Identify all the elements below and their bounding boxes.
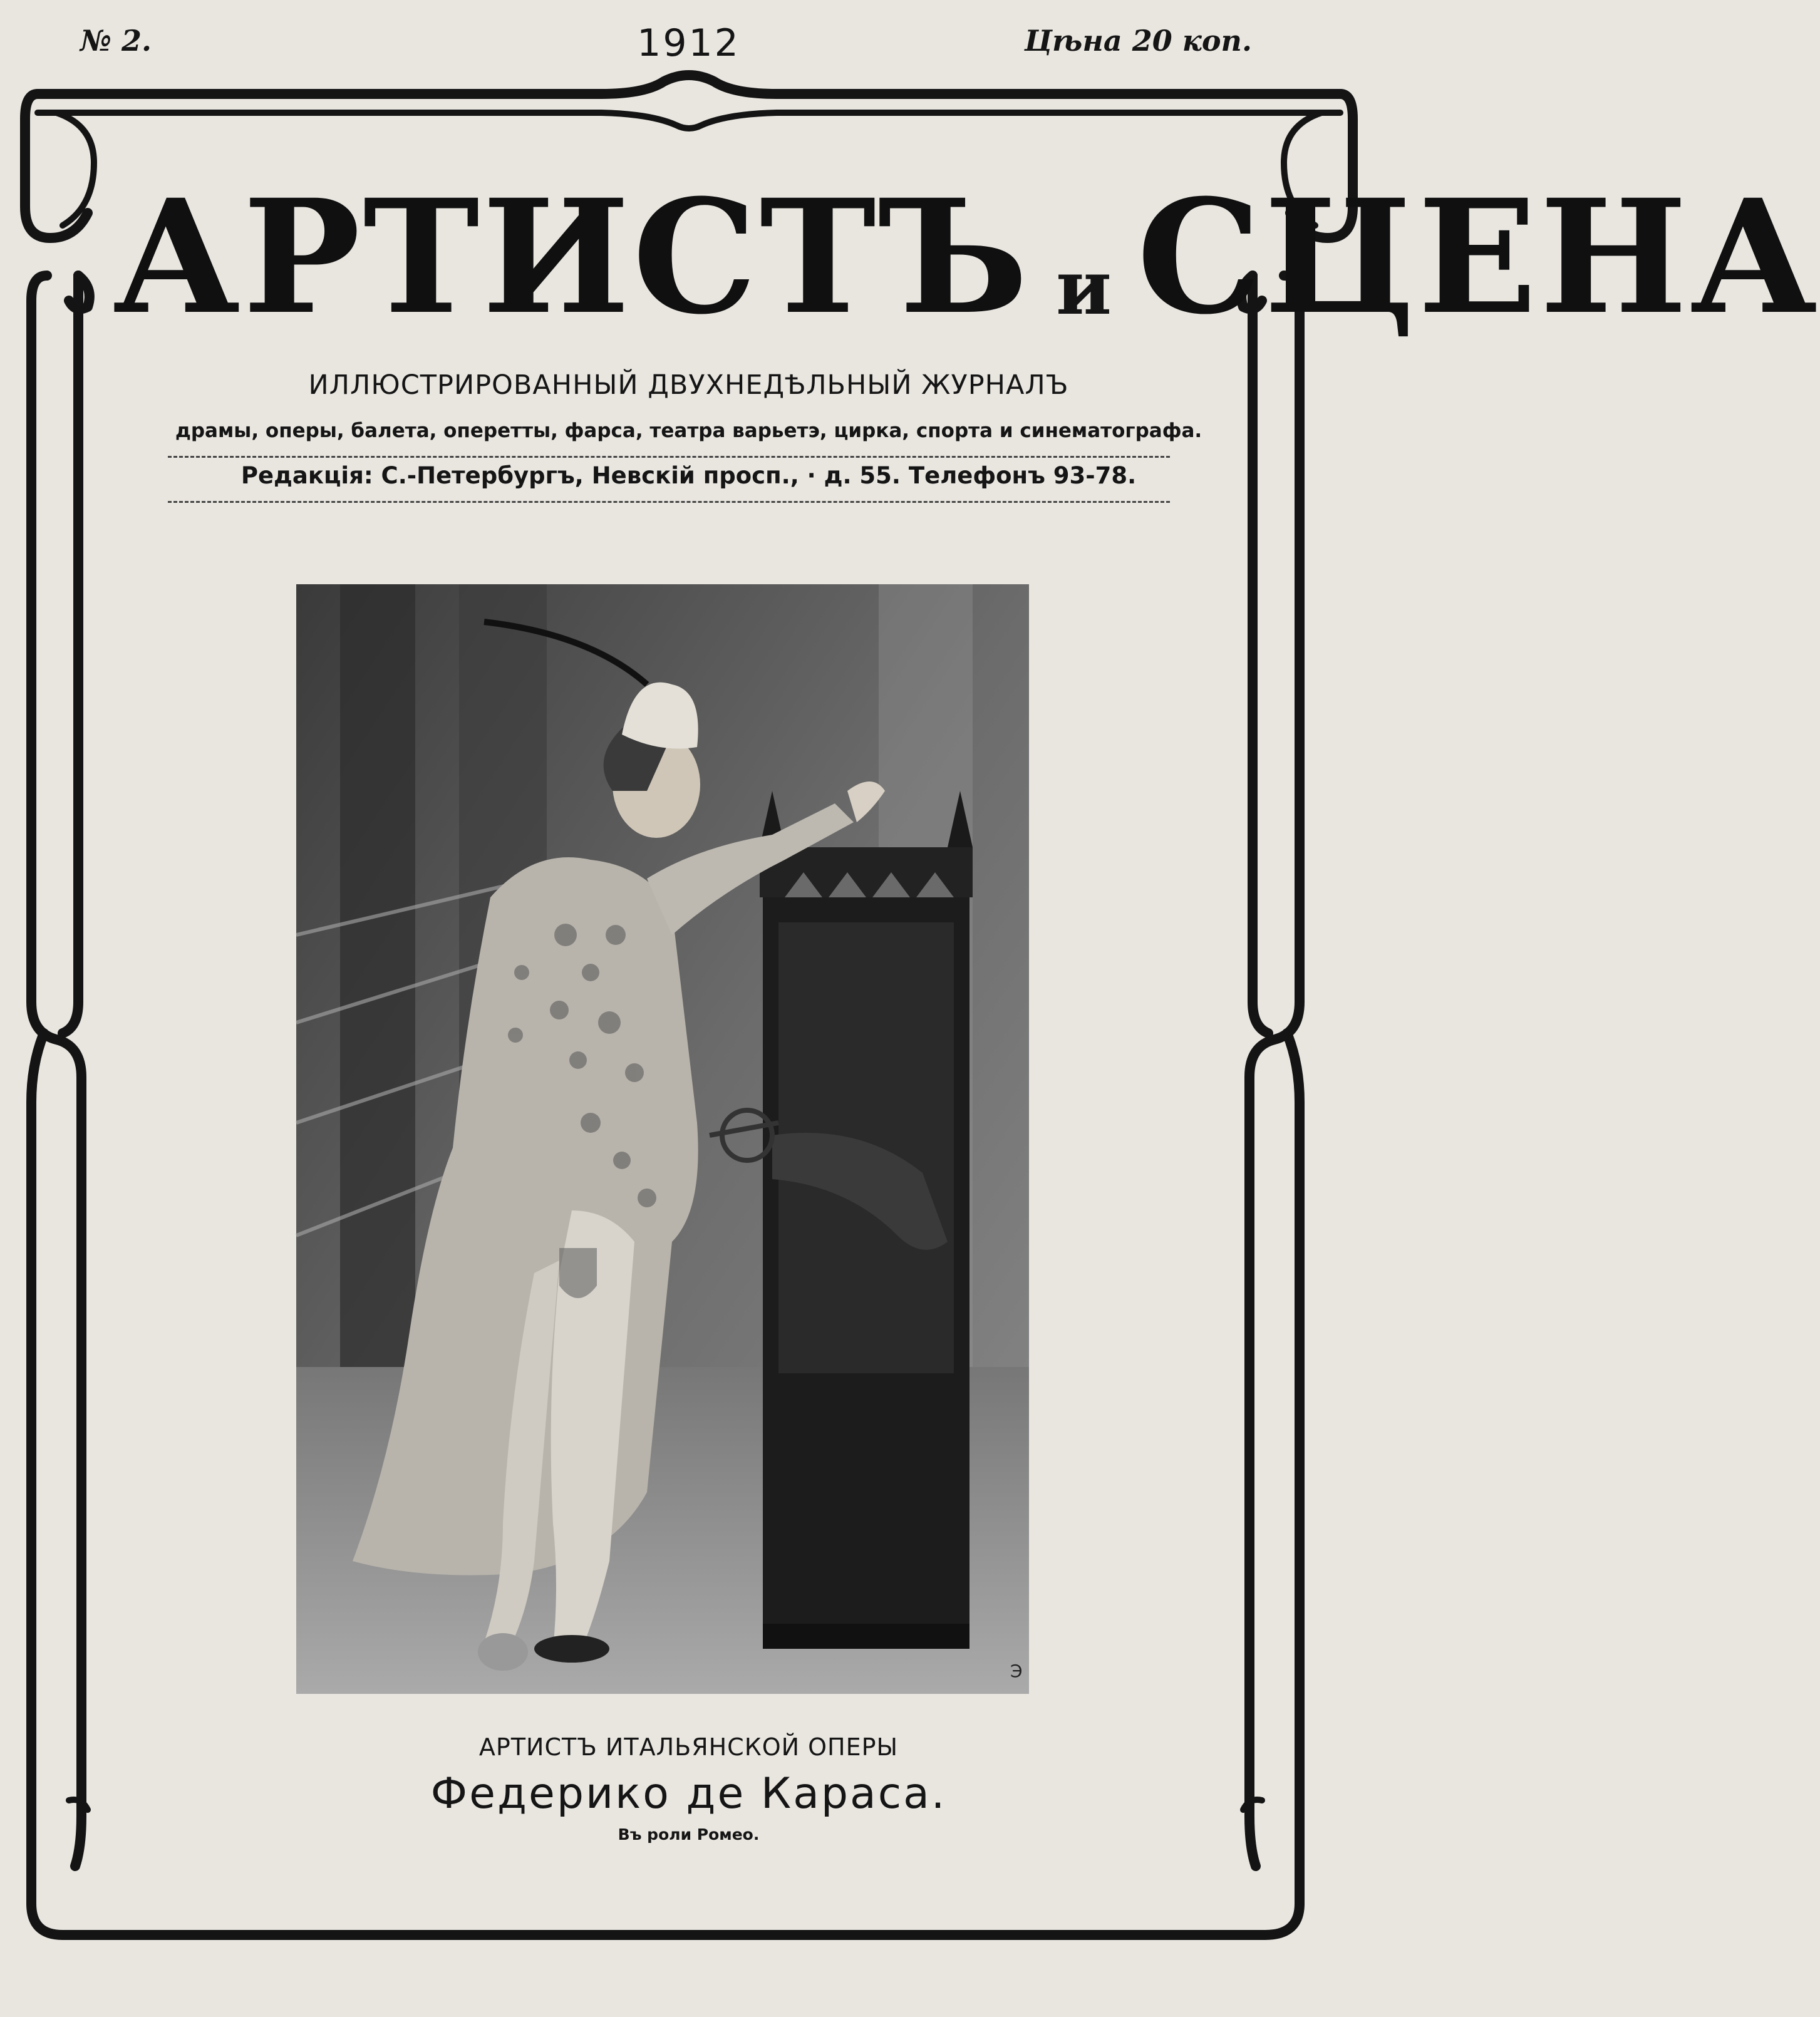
issue-year: 1912 bbox=[637, 21, 740, 65]
gothic-chair bbox=[760, 791, 973, 1649]
dashed-rule-top bbox=[168, 456, 1170, 458]
cover-photograph bbox=[296, 584, 1029, 1694]
masthead-subtitle: ИЛЛЮСТРИРОВАННЫЙ ДВУХНЕДѢЛЬНЫЙ ЖУРНАЛЪ bbox=[308, 369, 1069, 401]
issue-price: Цѣна 20 коп. bbox=[1024, 24, 1252, 58]
caption-role: Въ роли Ромео. bbox=[618, 1825, 760, 1844]
caption-artist-name: Федерико де Караса. bbox=[430, 1769, 947, 1818]
masthead-title-conjunction: и bbox=[1056, 244, 1112, 332]
caption-heading: АРТИСТЪ ИТАЛЬЯНСКОЙ ОПЕРЫ bbox=[478, 1733, 899, 1761]
photographer-monogram: Э bbox=[1010, 1661, 1023, 1681]
masthead bbox=[113, 165, 1820, 366]
masthead-title-right: СЦЕНА bbox=[1137, 165, 1820, 349]
issue-number: № 2. bbox=[80, 24, 152, 58]
dashed-rule-bottom bbox=[168, 501, 1170, 503]
editorial-address: Редакція: С.-Петербургъ, Невскій просп., · д. 55. Телефонъ 93-78. bbox=[240, 462, 1137, 489]
masthead-title-left: АРТИСТЪ bbox=[113, 165, 1031, 349]
masthead-genres: драмы, оперы, балета, оперетты, фарса, театра варьетэ, цирка, спорта и синематографа. bbox=[175, 420, 1202, 442]
